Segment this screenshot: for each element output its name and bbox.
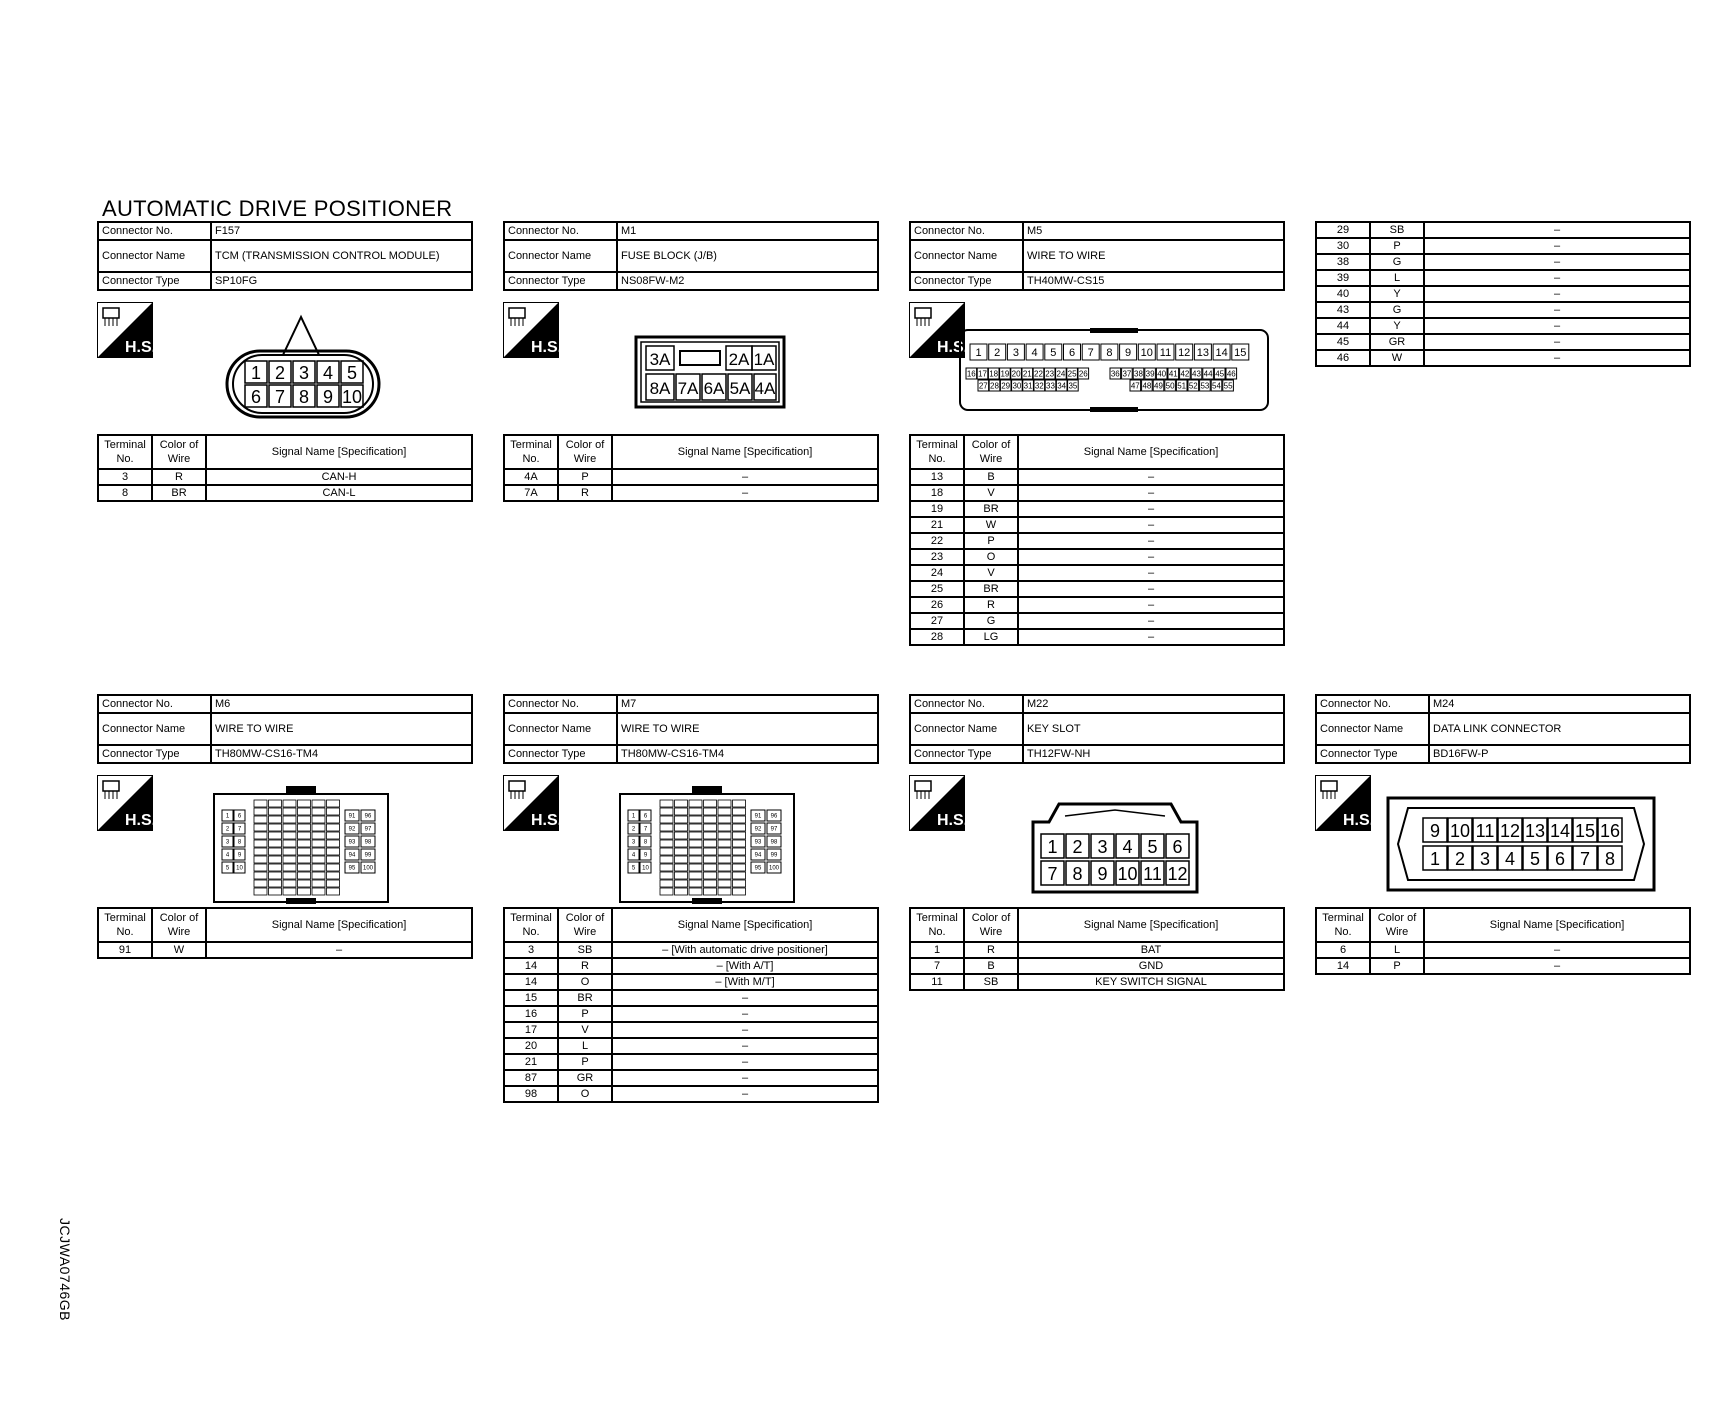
pin-label: 9 — [1125, 346, 1132, 359]
table-row: 43 G – — [1316, 302, 1690, 318]
pin-label: 38 — [1134, 369, 1143, 379]
pin-label: 4 — [631, 852, 636, 859]
table-row: 87 GR – — [504, 1070, 878, 1086]
table-row: 8 BR CAN-L — [98, 485, 472, 501]
pin-label: 100 — [362, 865, 374, 872]
pin-label: 26 — [1078, 369, 1088, 379]
connector-name: KEY SLOT — [1023, 713, 1284, 745]
col-color: Color of Wire — [152, 435, 206, 469]
pin-label: 32 — [1034, 381, 1044, 391]
svg-text:6A: 6A — [703, 379, 725, 398]
svg-text:5A: 5A — [729, 379, 751, 398]
svg-text:2: 2 — [1072, 837, 1083, 857]
pin-label: 17 — [978, 369, 987, 379]
svg-text:2: 2 — [274, 363, 286, 383]
table-row: 6 L – — [1316, 942, 1690, 958]
table-row: 21 P – — [504, 1054, 878, 1070]
svg-text:4: 4 — [1504, 849, 1516, 869]
pin-label: 3 — [225, 839, 230, 846]
svg-text:12: 12 — [1499, 821, 1521, 841]
svg-text:10: 10 — [1117, 864, 1138, 884]
pin-label: 24 — [1056, 369, 1066, 379]
pin-label: 15 — [1234, 346, 1247, 359]
svg-text:5: 5 — [346, 363, 358, 383]
table-row: 30 P – — [1316, 238, 1690, 254]
table-row: 17 V – — [504, 1022, 878, 1038]
pin-label: 6 — [1068, 346, 1076, 359]
table-row: 28 LG – — [910, 629, 1284, 645]
label-connector-no: Connector No. — [98, 222, 211, 240]
connector-header-m22: Connector No. M22 Connector Name KEY SLOT Connector Type TH12FW-NH — [909, 694, 1285, 764]
svg-text:6: 6 — [1554, 849, 1566, 869]
svg-text:14: 14 — [1549, 821, 1571, 841]
svg-text:8A: 8A — [649, 379, 671, 398]
terminal-table-m22: Terminal No. Color of Wire Signal Name [Specification] 1 R BAT 7 B GND 11 SB KEY SWITCH SIGNAL — [909, 907, 1285, 991]
pin-label: 36 — [1110, 369, 1120, 379]
pin-label: 3 — [1012, 346, 1019, 359]
connector-face-f157 — [225, 315, 385, 420]
svg-text:15: 15 — [1574, 821, 1596, 841]
pin-label: 42 — [1180, 369, 1190, 379]
connector-no: M24 — [1429, 695, 1690, 713]
pin-label: 43 — [1192, 369, 1201, 379]
table-row: 19 BR – — [910, 501, 1284, 517]
pin-label: 29 — [1001, 381, 1011, 391]
svg-text:8: 8 — [1604, 849, 1616, 869]
pin-label: 94 — [754, 852, 762, 859]
hs-icon — [503, 775, 563, 831]
pin-label: 96 — [770, 813, 778, 820]
pin-label: 2 — [225, 826, 230, 833]
svg-text:8: 8 — [1072, 864, 1083, 884]
svg-text:7: 7 — [274, 387, 286, 407]
pin-label: 55 — [1223, 381, 1233, 391]
pin-label: 96 — [364, 813, 372, 820]
table-row: 4A P – — [504, 469, 878, 485]
pin-label: 50 — [1165, 381, 1175, 391]
svg-text:3: 3 — [1479, 849, 1491, 869]
drawing-code: JCJWA0746GB — [57, 1218, 73, 1322]
pin-label: 10 — [236, 865, 243, 872]
pin-label: 99 — [770, 852, 778, 859]
svg-text:H.S.: H.S. — [937, 339, 969, 356]
terminal-table-m7: Terminal No. Color of Wire Signal Name [Specification] 3 SB – [With automatic drive positioner] 14 R – [With A/T] 14 O – [With M/T] 15 BR – 16 P – 17 V – 20 L – 21 P – 87 GR – 98 O – — [503, 907, 879, 1103]
pin-label: 20 — [1011, 369, 1021, 379]
pin-label: 30 — [1012, 381, 1022, 391]
pin-label: 91 — [348, 813, 356, 820]
pin-label: 16 — [966, 369, 976, 379]
hs-icon — [1315, 775, 1375, 831]
pin-label: 95 — [348, 865, 356, 872]
connector-no: M7 — [617, 695, 878, 713]
svg-text:1: 1 — [1047, 837, 1058, 857]
table-row: 7 B GND — [910, 958, 1284, 974]
label-connector-name: Connector Name — [98, 240, 211, 272]
pin-label: 7 — [237, 826, 242, 833]
table-row: 3 R CAN-H — [98, 469, 472, 485]
pin-label: 40 — [1157, 369, 1167, 379]
svg-text:4A: 4A — [754, 379, 776, 398]
pin-label: 45 — [1215, 369, 1225, 379]
table-row: 15 BR – — [504, 990, 878, 1006]
hs-icon — [909, 302, 969, 358]
pin-label: 3 — [631, 839, 636, 846]
pin-label: 31 — [1023, 381, 1033, 391]
pin-label: 41 — [1168, 369, 1178, 379]
hs-icon — [97, 302, 157, 358]
table-row: 22 P – — [910, 533, 1284, 549]
connector-no: F157 — [211, 222, 472, 240]
connector-type: TH40MW-CS15 — [1023, 272, 1284, 290]
connector-no: M1 — [617, 222, 878, 240]
terminal-table-m24: Terminal No. Color of Wire Signal Name [Specification] 6 L – 14 P – — [1315, 907, 1691, 975]
pin-label: 92 — [754, 826, 762, 833]
table-row: 3 SB – [With automatic drive positioner] — [504, 942, 878, 958]
pin-label: 47 — [1130, 381, 1140, 391]
pin-label: 1 — [975, 346, 982, 359]
hs-icon — [909, 775, 969, 831]
table-row: 91 W – — [98, 942, 472, 958]
pin-label: 22 — [1034, 369, 1043, 379]
svg-text:H.S.: H.S. — [937, 812, 969, 829]
table-row: 39 L – — [1316, 270, 1690, 286]
svg-text:13: 13 — [1524, 821, 1546, 841]
svg-text:9: 9 — [1097, 864, 1108, 884]
pin-label: 52 — [1188, 381, 1198, 391]
pin-label: 18 — [989, 369, 999, 379]
pin-label: 7 — [1087, 346, 1094, 359]
pin-label: 95 — [754, 865, 762, 872]
pin-label: 99 — [364, 852, 372, 859]
table-row: 24 V – — [910, 565, 1284, 581]
table-row: 14 P – — [1316, 958, 1690, 974]
hs-icon — [503, 302, 563, 358]
table-row: 38 G – — [1316, 254, 1690, 270]
svg-text:H.S.: H.S. — [125, 812, 157, 829]
pin-label: 12 — [1178, 346, 1191, 359]
svg-text:6: 6 — [250, 387, 262, 407]
connector-name: WIRE TO WIRE — [211, 713, 472, 745]
pin-label: 97 — [770, 826, 778, 833]
connector-type: BD16FW-P — [1429, 745, 1690, 763]
pin-label: 49 — [1154, 381, 1163, 391]
pin-label: 25 — [1067, 369, 1077, 379]
pins-bottom — [245, 385, 363, 407]
pin-label: 6 — [237, 813, 242, 820]
svg-text:2: 2 — [1454, 849, 1466, 869]
pin-label: 10 — [1140, 346, 1153, 359]
pin-label: 19 — [1000, 369, 1010, 379]
label-connector-type: Connector Type — [98, 272, 211, 290]
connector-type: TH80MW-CS16-TM4 — [211, 745, 472, 763]
svg-text:3A: 3A — [649, 350, 671, 369]
table-row: 14 O – [With M/T] — [504, 974, 878, 990]
svg-text:10: 10 — [1449, 821, 1471, 841]
pin-label: 9 — [237, 852, 242, 859]
table-row: 23 O – — [910, 549, 1284, 565]
table-row: 44 Y – — [1316, 318, 1690, 334]
pin-label: 34 — [1057, 381, 1067, 391]
pin-label: 5 — [225, 865, 230, 872]
connector-name: WIRE TO WIRE — [617, 713, 878, 745]
pin-label: 92 — [348, 826, 356, 833]
table-row: 21 W – — [910, 517, 1284, 533]
page-title: AUTOMATIC DRIVE POSITIONER — [102, 196, 453, 221]
svg-text:3: 3 — [298, 363, 310, 383]
svg-text:4: 4 — [1122, 837, 1133, 857]
connector-name: DATA LINK CONNECTOR — [1429, 713, 1690, 745]
table-row: 27 G – — [910, 613, 1284, 629]
connector-no: M5 — [1023, 222, 1284, 240]
table-row: 16 P – — [504, 1006, 878, 1022]
table-row: 40 Y – — [1316, 286, 1690, 302]
pin-label: 6 — [643, 813, 648, 820]
pin-label: 35 — [1068, 381, 1078, 391]
connector-header-m24: Connector No. M24 Connector Name DATA LINK CONNECTOR Connector Type BD16FW-P — [1315, 694, 1691, 764]
pin-label: 11 — [1159, 346, 1172, 359]
pin-label: 94 — [348, 852, 356, 859]
pin-label: 93 — [754, 839, 762, 846]
pin-label: 100 — [768, 865, 780, 872]
table-row: 29 SB – — [1316, 222, 1690, 238]
svg-text:5: 5 — [1529, 849, 1541, 869]
col-signal: Signal Name [Specification] — [206, 435, 472, 469]
connector-name: WIRE TO WIRE — [1023, 240, 1284, 272]
connector-header-f157 — [97, 221, 473, 291]
svg-text:3: 3 — [1097, 837, 1108, 857]
connector-type: SP10FG — [211, 272, 472, 290]
svg-text:12: 12 — [1167, 864, 1188, 884]
svg-text:H.S.: H.S. — [1343, 812, 1375, 829]
pin-label: 54 — [1212, 381, 1221, 391]
table-row: 26 R – — [910, 597, 1284, 613]
table-row: 25 BR – — [910, 581, 1284, 597]
pin-label: 37 — [1122, 369, 1132, 379]
pin-label: 93 — [348, 839, 356, 846]
svg-text:7: 7 — [1579, 849, 1591, 869]
table-row: 45 GR – — [1316, 334, 1690, 350]
connector-header-m5: Connector No. M5 Connector Name WIRE TO WIRE Connector Type TH40MW-CS15 — [909, 221, 1285, 291]
svg-text:9: 9 — [322, 387, 334, 407]
svg-text:1: 1 — [1429, 849, 1441, 869]
connector-no: M22 — [1023, 695, 1284, 713]
pin-label: 28 — [990, 381, 999, 391]
svg-text:7: 7 — [1047, 864, 1058, 884]
svg-text:4: 4 — [322, 363, 334, 383]
connector-name: FUSE BLOCK (J/B) — [617, 240, 878, 272]
pin-label: 98 — [364, 839, 372, 846]
pin-label: 53 — [1200, 381, 1210, 391]
svg-text:2A: 2A — [728, 350, 750, 369]
svg-text:11: 11 — [1475, 821, 1495, 841]
pin-label: 9 — [643, 852, 648, 859]
svg-text:1A: 1A — [753, 350, 775, 369]
connector-type: TH80MW-CS16-TM4 — [617, 745, 878, 763]
connector-type: NS08FW-M2 — [617, 272, 878, 290]
connector-face-m24 — [1386, 796, 1656, 892]
connector-header-m6: Connector No. M6 Connector Name WIRE TO WIRE Connector Type TH80MW-CS16-TM4 — [97, 694, 473, 764]
pin-label: 48 — [1142, 381, 1152, 391]
connector-no: M6 — [211, 695, 472, 713]
pin-label: 27 — [978, 381, 988, 391]
pin-label: 97 — [364, 826, 372, 833]
pin-label: 51 — [1177, 381, 1187, 391]
table-row: 98 O – — [504, 1086, 878, 1102]
svg-text:11: 11 — [1143, 864, 1162, 884]
svg-text:10: 10 — [341, 387, 363, 407]
table-row: 20 L – — [504, 1038, 878, 1054]
hs-label: H.S. — [125, 339, 157, 356]
pin-label: 4 — [1031, 346, 1038, 359]
connector-face-m22 — [1031, 800, 1199, 894]
connector-face-m7 — [618, 786, 796, 904]
pin-label: 46 — [1226, 369, 1236, 379]
pin-label: 5 — [1050, 346, 1057, 359]
table-row: 46 W – — [1316, 350, 1690, 366]
pin-label: 8 — [237, 839, 242, 846]
table-row: 14 R – [With A/T] — [504, 958, 878, 974]
pin-label: 5 — [631, 865, 636, 872]
connector-face-m6 — [212, 786, 390, 904]
pin-label: 14 — [1215, 346, 1228, 359]
terminal-table-m6: Terminal No. Color of Wire Signal Name [Specification] 91 W – — [97, 907, 473, 959]
svg-text:8: 8 — [298, 387, 310, 407]
table-row: 18 V – — [910, 485, 1284, 501]
pin-label: 10 — [642, 865, 649, 872]
pins-top — [245, 361, 363, 383]
terminal-table-m5-continued — [1315, 221, 1691, 367]
svg-text:H.S.: H.S. — [531, 339, 563, 356]
pin-label: 91 — [754, 813, 762, 820]
pin-label: 23 — [1045, 369, 1055, 379]
table-row: 13 B – — [910, 469, 1284, 485]
pin-label: 44 — [1203, 369, 1213, 379]
svg-text:5: 5 — [1147, 837, 1158, 857]
terminal-table-m1: Terminal No. Color of Wire Signal Name [Specification] 4A P – 7A R – — [503, 434, 879, 502]
pin-label: 98 — [770, 839, 778, 846]
connector-header-m7: Connector No. M7 Connector Name WIRE TO WIRE Connector Type TH80MW-CS16-TM4 — [503, 694, 879, 764]
pin-label: 13 — [1196, 346, 1210, 359]
pin-label: 1 — [225, 813, 230, 820]
pin-label: 33 — [1046, 381, 1055, 391]
pin-label: 4 — [225, 852, 230, 859]
pin-label: 7 — [643, 826, 648, 833]
svg-text:16: 16 — [1599, 821, 1621, 841]
hs-icon — [97, 775, 157, 831]
pin-label: 2 — [994, 346, 1001, 359]
svg-text:6: 6 — [1172, 837, 1183, 857]
pin-label: 2 — [631, 826, 636, 833]
pin-label: 39 — [1145, 369, 1155, 379]
col-terminal: Terminal No. — [98, 435, 152, 469]
table-row: 11 SB KEY SWITCH SIGNAL — [910, 974, 1284, 990]
svg-text:7A: 7A — [677, 379, 699, 398]
connector-face-m5 — [958, 328, 1270, 412]
table-row: 7A R – — [504, 485, 878, 501]
terminal-table-m5: Terminal No. Color of Wire Signal Name [Specification] 13 B – 18 V – 19 BR – 21 W – 22 P – 23 O – 24 V – 25 BR – 26 R – 27 G – 28 LG – — [909, 434, 1285, 646]
pin-label: 1 — [631, 813, 636, 820]
terminal-table-f157 — [97, 434, 473, 502]
pin-label: 8 — [1106, 346, 1113, 359]
connector-type: TH12FW-NH — [1023, 745, 1284, 763]
svg-text:1: 1 — [250, 363, 262, 383]
connector-face-m1 — [634, 335, 786, 410]
table-row: 1 R BAT — [910, 942, 1284, 958]
connector-header-m1: Connector No. M1 Connector Name FUSE BLOCK (J/B) Connector Type NS08FW-M2 — [503, 221, 879, 291]
svg-text:H.S.: H.S. — [531, 812, 563, 829]
svg-text:9: 9 — [1429, 821, 1441, 841]
pin-label: 8 — [643, 839, 648, 846]
pin-label: 21 — [1022, 369, 1032, 379]
connector-name: TCM (TRANSMISSION CONTROL MODULE) — [211, 240, 472, 272]
